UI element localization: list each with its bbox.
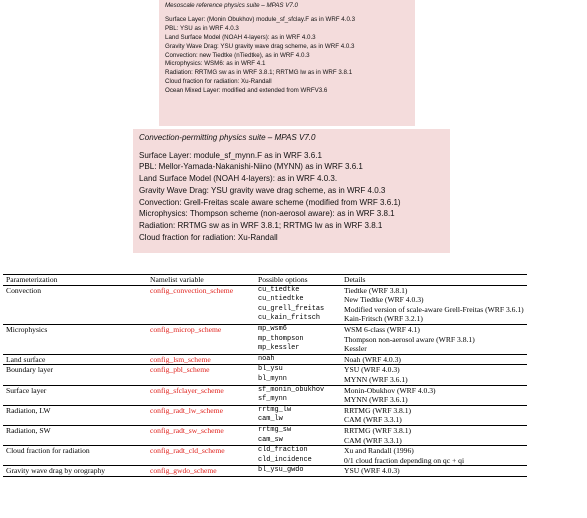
parameterization-cell: [3, 456, 147, 466]
details-cell: CAM (WRF 3.3.1): [344, 415, 402, 425]
parameterization-cell: Radiation, LW: [3, 405, 147, 415]
table-row: [3, 314, 527, 324]
convection-permitting-suite-title: Convection-permitting physics suite – MPAS V7.0: [139, 133, 316, 142]
convection-permitting-suite-line: Gravity Wave Drag: YSU gravity wave drag scheme, as in WRF 4.0.3: [139, 185, 386, 195]
details-cell: Kessler: [344, 344, 367, 354]
table-row: [3, 385, 527, 395]
table-row: [3, 324, 527, 334]
convection-permitting-suite-line: Surface Layer: module_sf_mynn.F as in WRF 3.6.1: [139, 150, 322, 160]
namelist-variable-cell: config_radt_sw_scheme: [147, 425, 255, 435]
table-row: [3, 375, 527, 385]
mesoscale-suite-line: Ocean Mixed Layer: modified and extended from WRFV3.6: [165, 87, 328, 95]
table-row: [3, 415, 527, 425]
table-body: [3, 285, 527, 476]
mesoscale-suite-line: Land Surface Model (NOAH 4-layers): as in WRF 4.0.3: [165, 33, 316, 41]
header-possible-options: Possible options: [255, 275, 341, 286]
parameterization-cell: Radiation, SW: [3, 425, 147, 435]
table-row: [3, 335, 527, 345]
option-cell: bl_ysu: [255, 365, 341, 375]
namelist-variable-cell: config_lsm_scheme: [147, 354, 255, 365]
mesoscale-suite-title: Mesoscale reference physics suite – MPAS V7.0: [165, 2, 298, 9]
option-cell: cu_kain_fritsch: [258, 314, 321, 323]
mesoscale-suite-lines: [165, 16, 409, 96]
namelist-variable-cell: config_radt_cld_scheme: [147, 446, 255, 456]
table-row: [3, 305, 527, 315]
mesoscale-suite-line: Microphysics: WSM6: as in WRF 4.1: [165, 60, 266, 68]
details-cell: New Tiedtke (WRF 4.0.3): [344, 295, 424, 305]
table-row: [3, 405, 527, 415]
option-cell: cld_fraction: [255, 446, 341, 456]
details-cell: Kain-Fritsch (WRF 3.2.1): [344, 314, 423, 324]
namelist-variable-cell: [147, 395, 255, 405]
namelist-variable-cell: [147, 314, 255, 324]
mesoscale-suite-box: [159, 0, 415, 126]
option-cell: cu_grell_freitas: [258, 304, 325, 313]
option-cell: bl_ysu_gwdo: [255, 466, 341, 477]
namelist-variable-cell: config_radt_lw_scheme: [147, 405, 255, 415]
parameterization-cell: [3, 415, 147, 425]
parameterization-cell: [3, 335, 147, 345]
parameterization-cell: [3, 344, 147, 354]
option-cell: mp_kessler: [258, 344, 300, 353]
details-cell: RRTMG (WRF 3.8.1): [341, 425, 527, 435]
table-row: [3, 466, 527, 477]
table-row: [3, 365, 527, 375]
convection-permitting-suite-lines: [139, 150, 444, 244]
details-cell: CAM (WRF 3.3.1): [344, 435, 402, 445]
mesoscale-suite-line: Radiation: RRTMG sw as in WRF 3.8.1; RRTMG lw as in WRF 3.8.1: [165, 69, 353, 77]
namelist-variable-cell: [147, 415, 255, 425]
namelist-variable-cell: [147, 335, 255, 345]
mesoscale-suite-line: Surface Layer: (Monin Obukhov) module_sf_sfclay.F as in WRF 4.0.3: [165, 15, 356, 23]
parameterization-cell: [3, 305, 147, 315]
option-cell: bl_mynn: [258, 374, 287, 383]
mesoscale-suite-line: PBL: YSU as in WRF 4.0.3: [165, 24, 239, 32]
details-cell: Noah (WRF 4.0.3): [341, 354, 527, 365]
table-row: [3, 295, 527, 305]
parameterization-cell: [3, 375, 147, 385]
namelist-variable-cell: [147, 344, 255, 354]
parameterization-cell: Gravity wave drag by orography: [3, 466, 147, 477]
details-cell: YSU (WRF 4.0.3): [341, 365, 527, 375]
table-row: [3, 344, 527, 354]
namelist-variable-cell: [147, 436, 255, 446]
option-cell: sf_monin_obukhov: [255, 385, 341, 395]
mesoscale-suite-line: Convection: new Tiedtke (nTiedtke), as in WRF 4.0.3: [165, 51, 310, 59]
table-row: [3, 425, 527, 435]
convection-permitting-suite-box: [133, 129, 450, 253]
details-cell: RRTMG (WRF 3.8.1): [341, 405, 527, 415]
table-row: [3, 354, 527, 365]
namelist-variable-cell: config_microp_scheme: [147, 324, 255, 334]
namelist-variable-cell: config_pbl_scheme: [147, 365, 255, 375]
mesoscale-suite-line: Gravity Wave Drag: YSU gravity wave drag scheme, as in WRF 4.0.3: [165, 42, 355, 50]
details-cell: YSU (WRF 4.0.3): [341, 466, 527, 477]
convection-permitting-suite-line: Convection: Grell-Freitas scale aware scheme (modified from WRF 3.6.1): [139, 197, 401, 207]
parameterization-cell: [3, 314, 147, 324]
table-row: [3, 436, 527, 446]
option-cell: cam_sw: [258, 435, 283, 444]
option-cell: noah: [255, 354, 341, 365]
table-header-row: [3, 275, 527, 286]
header-details: Details: [341, 275, 527, 286]
header-parameterization: Parameterization: [3, 275, 147, 286]
details-cell: Xu and Randall (1996): [341, 446, 527, 456]
details-cell: Tiedtke (WRF 3.8.1): [341, 285, 527, 295]
details-cell: 0/1 cloud fraction depending on qc + qi: [344, 455, 465, 465]
parameterization-cell: Land surface: [3, 354, 147, 365]
namelist-variable-cell: config_convection_scheme: [147, 285, 255, 295]
namelist-variable-cell: [147, 295, 255, 305]
details-cell: WSM 6-class (WRF 4.1): [341, 324, 527, 334]
parameterization-cell: Surface layer: [3, 385, 147, 395]
namelist-variable-cell: [147, 456, 255, 466]
details-cell: Monin-Obukhov (WRF 4.0.3): [341, 385, 527, 395]
parameterization-cell: [3, 295, 147, 305]
table-row: [3, 285, 527, 295]
header-namelist-variable: Namelist variable: [147, 275, 255, 286]
parameterization-cell: Microphysics: [3, 324, 147, 334]
option-cell: cu_ntiedtke: [258, 295, 304, 304]
option-cell: cu_tiedtke: [255, 285, 341, 295]
table-row: [3, 456, 527, 466]
parameterization-cell: [3, 395, 147, 405]
option-cell: mp_wsm6: [255, 324, 341, 334]
convection-permitting-suite-line: Radiation: RRTMG sw as in WRF 3.8.1; RRTMG lw as in WRF 3.8.1: [139, 220, 383, 230]
details-cell: Thompson non-aerosol aware (WRF 3.8.1): [344, 334, 475, 344]
namelist-variable-cell: config_sfclayer_scheme: [147, 385, 255, 395]
details-cell: MYNN (WRF 3.6.1): [344, 374, 408, 384]
parameterization-cell: Convection: [3, 285, 147, 295]
namelist-variable-cell: [147, 375, 255, 385]
option-cell: rrtmg_lw: [255, 405, 341, 415]
details-cell: MYNN (WRF 3.6.1): [344, 395, 408, 405]
convection-permitting-suite-line: Cloud fraction for radiation: Xu-Randall: [139, 232, 278, 242]
parameterization-cell: Boundary layer: [3, 365, 147, 375]
table-row: [3, 395, 527, 405]
details-cell: Modified version of scale-aware Grell-Freitas (WRF 3.6.1): [344, 304, 524, 314]
namelist-variable-cell: config_gwdo_scheme: [147, 466, 255, 477]
convection-permitting-suite-line: PBL: Mellor-Yamada-Nakanishi-Niino (MYNN) as in WRF 3.6.1: [139, 162, 363, 172]
option-cell: cld_incidence: [258, 455, 312, 464]
convection-permitting-suite-line: Microphysics: Thompson scheme (non-aerosol aware): as in WRF 3.8.1: [139, 209, 395, 219]
option-cell: sf_mynn: [258, 395, 287, 404]
namelist-variable-cell: [147, 305, 255, 315]
parameterization-cell: [3, 436, 147, 446]
option-cell: cam_lw: [258, 415, 283, 424]
option-cell: rrtmg_sw: [255, 425, 341, 435]
mesoscale-suite-line: Cloud fraction for radiation: Xu-Randall: [165, 78, 272, 86]
option-cell: mp_thompson: [258, 334, 304, 343]
parameterization-cell: Cloud fraction for radiation: [3, 446, 147, 456]
convection-permitting-suite-line: Land Surface Model (NOAH 4-layers): as in WRF 4.0.3.: [139, 174, 338, 184]
table-row: [3, 446, 527, 456]
parameterization-table: [3, 274, 527, 477]
